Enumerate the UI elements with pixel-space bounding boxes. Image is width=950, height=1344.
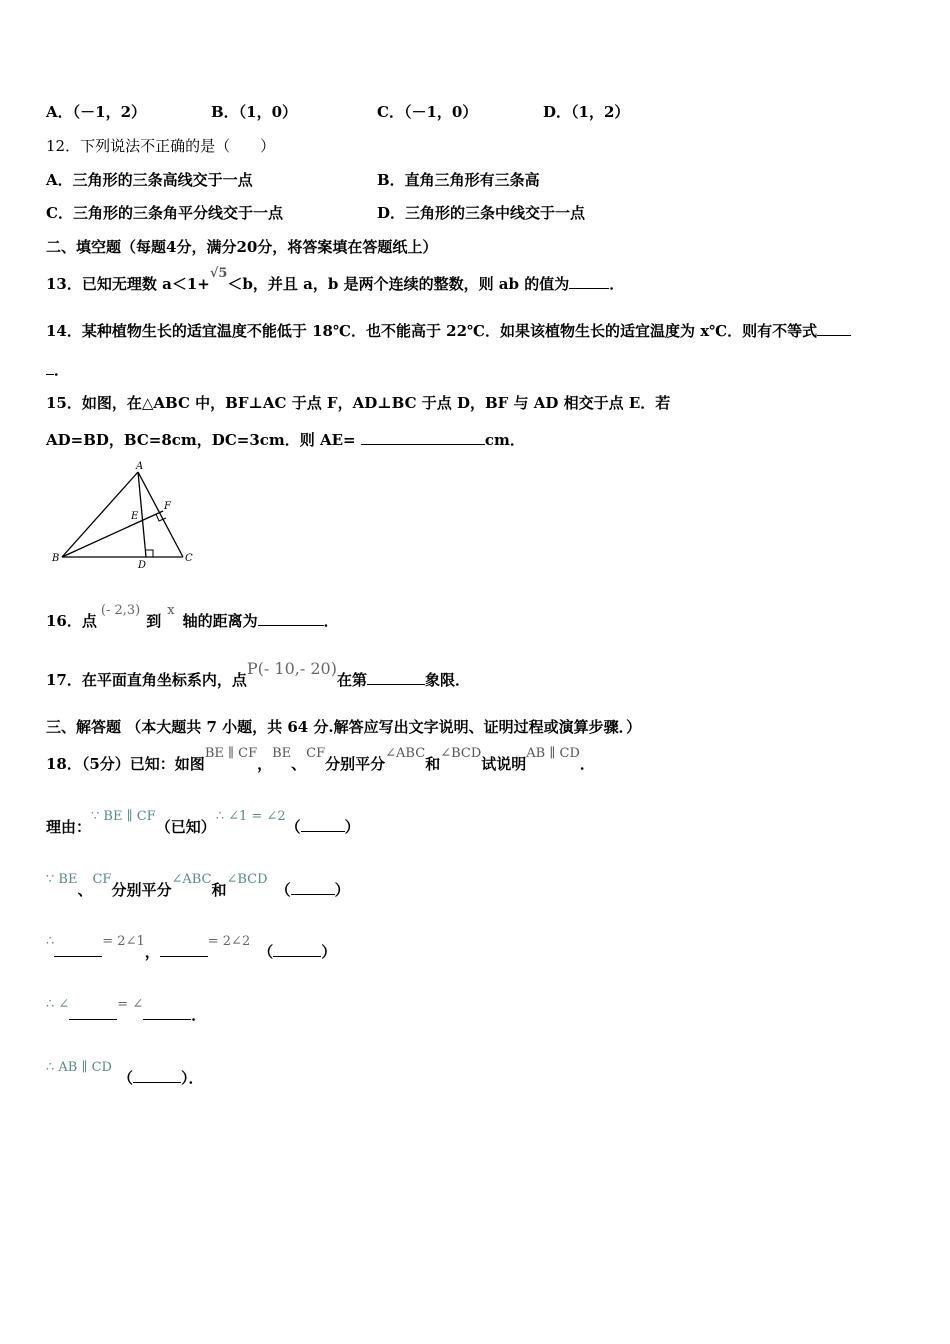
q14-line-1 — [46, 321, 851, 341]
q13-blank[interactable] — [569, 274, 609, 289]
triangle-figure — [46, 460, 206, 572]
reason-label: 理由： — [46, 818, 92, 836]
reason-2-math-2: CF — [92, 872, 112, 887]
q12-option-c: C．三角形的三条角平分线交于一点 — [46, 204, 283, 222]
q17-point: P(- 10,- 20) — [246, 659, 337, 678]
reason-2-math-3: ∠ABC — [171, 872, 212, 887]
q12-option-a: A．三角形的三条高线交于一点 — [46, 171, 253, 189]
reason-1-text-1: （已知） — [155, 818, 216, 836]
q15-line-1: 15．如图，在△ABC 中，BF⊥AC 于点 F，AD⊥BC 于点 D，BF 与 AD 相交于点 E．若 — [46, 394, 671, 412]
reason-5-math-1: ∴ AB ∥ CD — [46, 1060, 112, 1075]
q16-axis: x — [167, 603, 175, 618]
q16-text-2: 到 — [146, 612, 162, 630]
q14-text-1: 14．某种植物生长的适宜温度不能低于 18℃．也不能高于 22℃．如果该植物生长的适宜温度为 x℃．则有不等式 — [46, 322, 818, 340]
reason-3-blank-2[interactable] — [160, 942, 208, 957]
q16-blank[interactable] — [258, 611, 324, 626]
q18-math-3: CF — [306, 746, 326, 761]
q18-sep-1: ， — [257, 755, 273, 773]
reason-4-math-2: = ∠ — [117, 997, 144, 1012]
q11-option-b: B．（1，0） — [211, 103, 298, 121]
q13-line — [46, 266, 625, 296]
q16-text-3: 轴的距离为 — [182, 612, 258, 630]
q16-end: ． — [323, 612, 339, 630]
reason-2-blank[interactable] — [291, 880, 335, 895]
q15-text-2: AD=BD，BC=8cm，DC=3cm．则 AE= — [46, 431, 356, 449]
reason-1-math-1: ∵ BE ∥ CF — [91, 809, 156, 824]
right-angle-d — [146, 550, 153, 557]
reason-3-blank-3[interactable] — [273, 942, 321, 957]
section-2-title: 二、填空题（每题4分，满分20分，将答案填在答题纸上） — [46, 238, 438, 256]
label-a: A — [136, 461, 144, 472]
reason-1-blank[interactable] — [301, 817, 345, 832]
q13-text-2: ＜b，并且 a，b 是两个连续的整数，则 ab 的值为 — [227, 275, 570, 293]
q14-blank-cont — [46, 360, 54, 375]
q11-option-a: A．（－1，2） — [46, 103, 147, 121]
q12-option-d: D．三角形的三条中线交于一点 — [377, 204, 586, 222]
q17-text-3: 象限． — [424, 671, 470, 689]
q18-reason-5 — [46, 1060, 204, 1090]
q12-option-b: B．直角三角形有三条高 — [377, 171, 540, 189]
q16-point: (- 2,3) — [100, 603, 141, 618]
q18-reason-2 — [46, 872, 350, 902]
q11-option-d: D．（1，2） — [543, 103, 630, 121]
reason-4-math-1: ∴ ∠ — [46, 997, 70, 1012]
q18-math-4: ∠ABC — [385, 746, 426, 761]
q14-blank[interactable] — [817, 321, 851, 336]
q18-math-2: BE — [272, 746, 292, 761]
reason-2-text-4: （ — [275, 881, 291, 899]
label-d: D — [138, 560, 147, 571]
reason-2-math-1: ∵ BE — [46, 872, 78, 887]
reason-2-math-4: ∠BCD — [226, 872, 268, 887]
q18-reason-4 — [46, 997, 207, 1027]
q14-end: ． — [54, 361, 70, 379]
reason-3-text-1: ， — [144, 943, 160, 961]
reason-4-text-1: ． — [191, 1006, 207, 1024]
q15-text-3: cm． — [484, 431, 525, 449]
q16-line — [46, 603, 339, 633]
reason-1-text-2: （ — [285, 818, 301, 836]
reason-3-blank-1[interactable] — [54, 942, 102, 957]
q17-text-2: 在第 — [336, 671, 367, 689]
reason-1-text-3: ） — [344, 818, 360, 836]
q15-blank[interactable] — [361, 430, 485, 445]
label-f: F — [164, 501, 171, 512]
q13-end: ． — [609, 275, 625, 293]
q11-option-c: C．（－1，0） — [377, 103, 478, 121]
reason-3-text-3: ） — [321, 943, 337, 961]
reason-5-text-2: ）． — [181, 1069, 204, 1087]
q18-text-4: 试说明 — [481, 755, 527, 773]
q13-sqrt: √5 — [209, 266, 228, 281]
q17-text-1: 17．在平面直角坐标系内，点 — [46, 671, 247, 689]
reason-4-blank-2[interactable] — [143, 1005, 191, 1020]
reason-2-text-2: 分别平分 — [111, 881, 172, 899]
side-ab — [62, 472, 138, 557]
label-c: C — [185, 553, 193, 564]
label-b: B — [52, 553, 60, 564]
q18-math-6: AB ∥ CD — [526, 746, 580, 761]
q18-reason-3 — [46, 934, 337, 964]
reason-4-blank-1[interactable] — [69, 1005, 117, 1020]
q18-text-3: 和 — [425, 755, 441, 773]
reason-2-text-5: ） — [334, 881, 350, 899]
reason-5-text-1: （ — [117, 1069, 133, 1087]
q14-line-2 — [46, 360, 69, 380]
reason-3-math-3: = 2∠2 — [207, 934, 251, 949]
q17-blank[interactable] — [367, 670, 425, 685]
q18-end: ． — [579, 755, 595, 773]
reason-3-math-1: ∴ — [46, 934, 55, 949]
q13-text-1: 13．已知无理数 a＜1+ — [46, 275, 210, 293]
reason-3-math-2: = 2∠1 — [102, 934, 145, 949]
reason-3-text-2: （ — [258, 943, 274, 961]
reason-1-math-2: ∴ ∠1 = ∠2 — [215, 809, 286, 824]
q12-stem: 12．下列说法不正确的是（ ） — [46, 137, 276, 155]
q17-line — [46, 659, 470, 690]
q15-line-2 — [46, 430, 525, 450]
reason-5-blank[interactable] — [133, 1068, 181, 1083]
q16-text-1: 16．点 — [46, 612, 97, 630]
q18-math-1: BE ∥ CF — [204, 746, 258, 761]
q18-stem — [46, 746, 595, 776]
reason-2-text-3: 和 — [211, 881, 227, 899]
q18-math-5: ∠BCD — [440, 746, 482, 761]
q18-text-1: 18．（5分）已知：如图 — [46, 755, 205, 773]
section-3-title: 三、解答题 （本大题共 7 小题，共 64 分.解答应写出文字说明、证明过程或演算步骤．） — [46, 718, 642, 736]
q18-sep-2: 、 — [291, 755, 307, 773]
reason-2-text-1: 、 — [77, 881, 93, 899]
q18-reason-1 — [46, 809, 360, 839]
label-e: E — [131, 511, 139, 522]
q18-text-2: 分别平分 — [325, 755, 386, 773]
